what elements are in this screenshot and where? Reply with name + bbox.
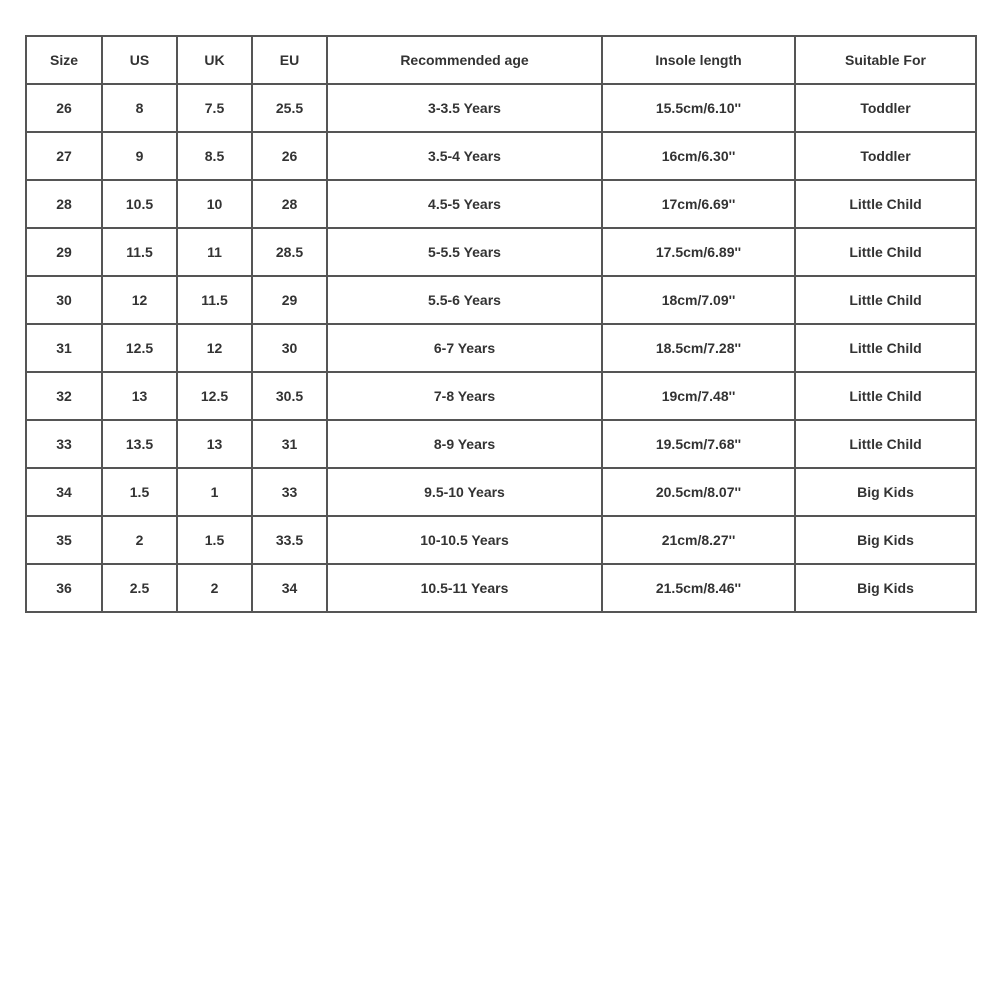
cell-us: 12 xyxy=(102,276,177,324)
cell-size: 29 xyxy=(26,228,102,276)
cell-us: 10.5 xyxy=(102,180,177,228)
cell-us: 13 xyxy=(102,372,177,420)
cell-suitable-for: Big Kids xyxy=(795,564,976,612)
cell-us: 12.5 xyxy=(102,324,177,372)
table-header xyxy=(26,36,976,84)
cell-insole-length: 19.5cm/7.68'' xyxy=(602,420,795,468)
cell-uk: 10 xyxy=(177,180,252,228)
header-us: US xyxy=(102,36,177,84)
cell-size: 33 xyxy=(26,420,102,468)
cell-size: 34 xyxy=(26,468,102,516)
cell-suitable-for: Big Kids xyxy=(795,468,976,516)
cell-uk: 12 xyxy=(177,324,252,372)
cell-uk: 12.5 xyxy=(177,372,252,420)
cell-recommended-age: 9.5-10 Years xyxy=(327,468,602,516)
cell-eu: 28 xyxy=(252,180,327,228)
cell-suitable-for: Toddler xyxy=(795,84,976,132)
cell-insole-length: 18cm/7.09'' xyxy=(602,276,795,324)
cell-suitable-for: Little Child xyxy=(795,228,976,276)
cell-size: 27 xyxy=(26,132,102,180)
cell-uk: 7.5 xyxy=(177,84,252,132)
cell-us: 13.5 xyxy=(102,420,177,468)
table-row xyxy=(26,324,976,372)
cell-uk: 11.5 xyxy=(177,276,252,324)
cell-us: 2 xyxy=(102,516,177,564)
cell-suitable-for: Little Child xyxy=(795,372,976,420)
cell-suitable-for: Toddler xyxy=(795,132,976,180)
cell-suitable-for: Little Child xyxy=(795,324,976,372)
cell-recommended-age: 4.5-5 Years xyxy=(327,180,602,228)
cell-insole-length: 16cm/6.30'' xyxy=(602,132,795,180)
header-insole-length: Insole length xyxy=(602,36,795,84)
cell-recommended-age: 6-7 Years xyxy=(327,324,602,372)
cell-eu: 33 xyxy=(252,468,327,516)
cell-suitable-for: Little Child xyxy=(795,420,976,468)
cell-insole-length: 15.5cm/6.10'' xyxy=(602,84,795,132)
cell-recommended-age: 3-3.5 Years xyxy=(327,84,602,132)
header-row xyxy=(26,36,976,84)
cell-eu: 31 xyxy=(252,420,327,468)
cell-insole-length: 20.5cm/8.07'' xyxy=(602,468,795,516)
header-size: Size xyxy=(26,36,102,84)
cell-eu: 25.5 xyxy=(252,84,327,132)
table-row xyxy=(26,516,976,564)
cell-insole-length: 17cm/6.69'' xyxy=(602,180,795,228)
cell-recommended-age: 7-8 Years xyxy=(327,372,602,420)
header-uk: UK xyxy=(177,36,252,84)
cell-size: 26 xyxy=(26,84,102,132)
cell-recommended-age: 8-9 Years xyxy=(327,420,602,468)
cell-us: 1.5 xyxy=(102,468,177,516)
cell-uk: 8.5 xyxy=(177,132,252,180)
cell-recommended-age: 10.5-11 Years xyxy=(327,564,602,612)
header-eu: EU xyxy=(252,36,327,84)
table-body xyxy=(26,84,976,612)
cell-uk: 1 xyxy=(177,468,252,516)
cell-size: 35 xyxy=(26,516,102,564)
cell-size: 28 xyxy=(26,180,102,228)
cell-insole-length: 21.5cm/8.46'' xyxy=(602,564,795,612)
table-row xyxy=(26,84,976,132)
cell-eu: 34 xyxy=(252,564,327,612)
cell-suitable-for: Little Child xyxy=(795,276,976,324)
header-recommended-age: Recommended age xyxy=(327,36,602,84)
cell-us: 9 xyxy=(102,132,177,180)
cell-uk: 2 xyxy=(177,564,252,612)
cell-us: 2.5 xyxy=(102,564,177,612)
cell-eu: 30.5 xyxy=(252,372,327,420)
table-row xyxy=(26,180,976,228)
size-chart-table xyxy=(25,35,977,613)
cell-size: 30 xyxy=(26,276,102,324)
cell-eu: 26 xyxy=(252,132,327,180)
cell-uk: 13 xyxy=(177,420,252,468)
header-suitable-for: Suitable For xyxy=(795,36,976,84)
cell-insole-length: 21cm/8.27'' xyxy=(602,516,795,564)
table-row xyxy=(26,132,976,180)
cell-recommended-age: 3.5-4 Years xyxy=(327,132,602,180)
cell-uk: 11 xyxy=(177,228,252,276)
cell-recommended-age: 5-5.5 Years xyxy=(327,228,602,276)
cell-eu: 29 xyxy=(252,276,327,324)
table-row xyxy=(26,468,976,516)
cell-eu: 33.5 xyxy=(252,516,327,564)
cell-us: 11.5 xyxy=(102,228,177,276)
cell-insole-length: 18.5cm/7.28'' xyxy=(602,324,795,372)
cell-suitable-for: Little Child xyxy=(795,180,976,228)
cell-insole-length: 17.5cm/6.89'' xyxy=(602,228,795,276)
cell-recommended-age: 5.5-6 Years xyxy=(327,276,602,324)
cell-insole-length: 19cm/7.48'' xyxy=(602,372,795,420)
cell-recommended-age: 10-10.5 Years xyxy=(327,516,602,564)
cell-size: 32 xyxy=(26,372,102,420)
cell-eu: 30 xyxy=(252,324,327,372)
table-row xyxy=(26,228,976,276)
cell-uk: 1.5 xyxy=(177,516,252,564)
cell-size: 31 xyxy=(26,324,102,372)
cell-us: 8 xyxy=(102,84,177,132)
table-row xyxy=(26,276,976,324)
table-row xyxy=(26,372,976,420)
table-row xyxy=(26,420,976,468)
cell-eu: 28.5 xyxy=(252,228,327,276)
cell-size: 36 xyxy=(26,564,102,612)
cell-suitable-for: Big Kids xyxy=(795,516,976,564)
table-row xyxy=(26,564,976,612)
